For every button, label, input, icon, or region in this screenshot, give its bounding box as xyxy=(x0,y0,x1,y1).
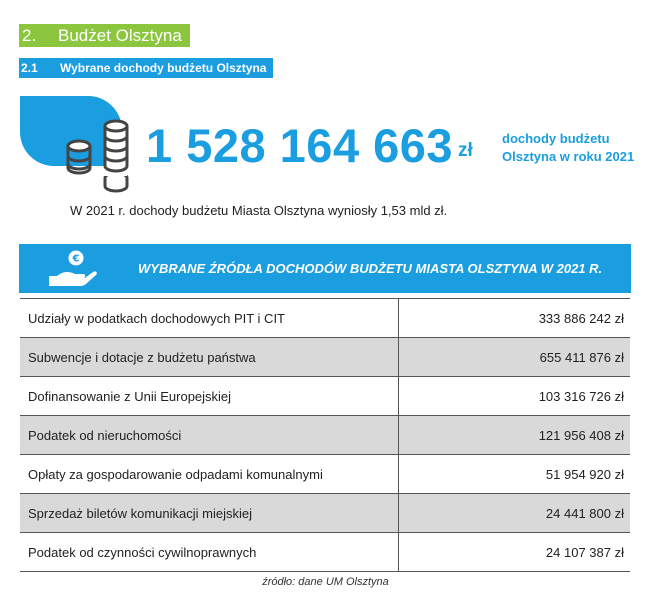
hand-with-euro-coin-icon xyxy=(47,249,99,289)
row-label: Dofinansowanie z Unii Europejskiej xyxy=(20,377,399,416)
subsection-heading xyxy=(19,58,273,78)
row-label: Subwencje i dotacje z budżetu państwa xyxy=(20,338,399,377)
table-banner xyxy=(19,244,631,293)
row-value: 333 886 242 zł xyxy=(399,299,631,338)
revenue-total: 1 528 164 663 xyxy=(146,119,454,172)
row-value: 121 956 408 zł xyxy=(399,416,631,455)
table-row xyxy=(20,416,630,455)
revenue-unit: zł xyxy=(458,140,473,161)
revenue-description: dochody budżetu Olsztyna w roku 2021 xyxy=(502,131,635,164)
row-label: Sprzedaż biletów komunikacji miejskiej xyxy=(20,494,399,533)
subsection-number: 2.1 xyxy=(21,61,38,75)
row-label: Opłaty za gospodarowanie odpadami komunalnymi xyxy=(20,455,399,494)
section-number: 2. xyxy=(22,26,37,45)
row-label: Udziały w podatkach dochodowych PIT i CIT xyxy=(20,299,399,338)
coins-icon xyxy=(20,96,132,194)
section-heading xyxy=(19,24,190,47)
section-title: Budżet Olsztyna xyxy=(58,26,182,45)
row-value: 655 411 876 zł xyxy=(399,338,631,377)
row-label: Podatek od czynności cywilnoprawnych xyxy=(20,533,399,572)
table-row xyxy=(20,299,630,338)
revenue-sources-table xyxy=(20,298,630,572)
row-value: 24 107 387 zł xyxy=(399,533,631,572)
table-row xyxy=(20,533,630,572)
source-note: źródło: dane UM Olsztyna xyxy=(262,576,389,588)
svg-text:€: € xyxy=(72,253,80,265)
table-row xyxy=(20,377,630,416)
table-row xyxy=(20,455,630,494)
row-value: 24 441 800 zł xyxy=(399,494,631,533)
row-label: Podatek od nieruchomości xyxy=(20,416,399,455)
banner-title: WYBRANE ŹRÓDŁA DOCHODÓW BUDŻETU MIASTA OLSZTYNA W 2021 R. xyxy=(138,261,603,276)
row-value: 51 954 920 zł xyxy=(399,455,631,494)
row-value: 103 316 726 zł xyxy=(399,377,631,416)
table-row xyxy=(20,338,630,377)
table-row xyxy=(20,494,630,533)
lead-text: W 2021 r. dochody budżetu Miasta Olsztyna wyniosły 1,53 mld zł. xyxy=(70,203,448,218)
subsection-title: Wybrane dochody budżetu Olsztyna xyxy=(60,61,267,75)
